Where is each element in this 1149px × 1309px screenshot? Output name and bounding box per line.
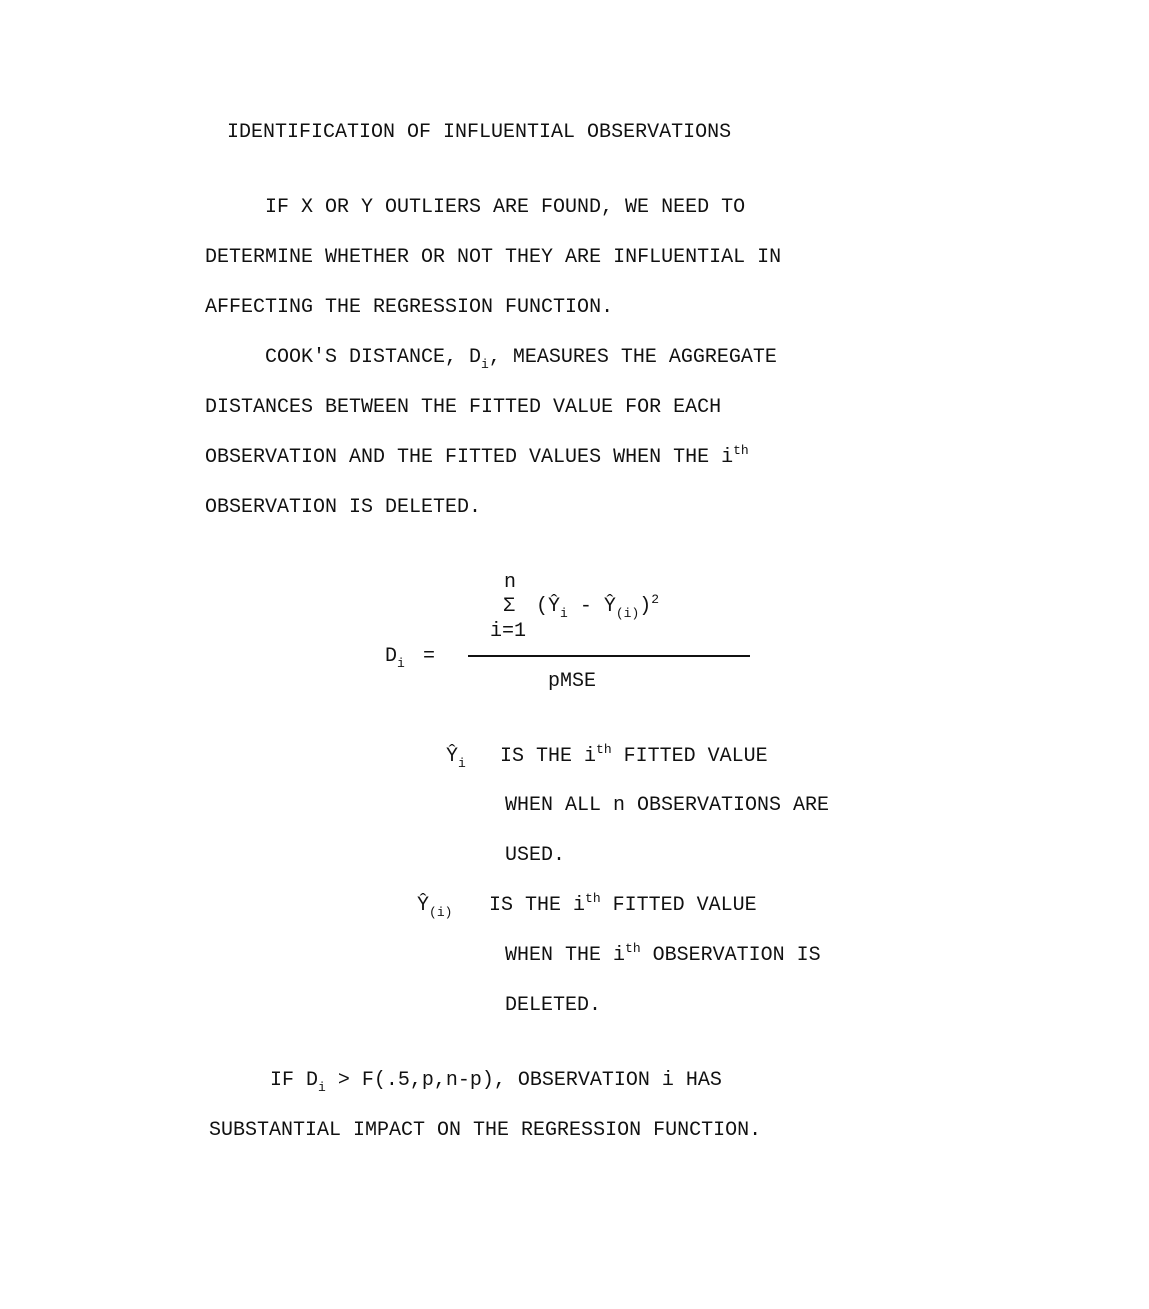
paragraph-2-line-4: OBSERVATION IS DELETED.: [205, 496, 482, 519]
sigma-symbol: Σ: [503, 595, 516, 618]
formula-numerator: ($Ŷ_i$ - $Ŷ_{(i)})^2$: [536, 592, 660, 621]
fraction-bar: [468, 655, 750, 657]
definition-1-line-1: IS THE $i^{th}$ FITTED VALUE: [500, 742, 768, 768]
paragraph-1-line-1: IF X OR Y OUTLIERS ARE FOUND, WE NEED TO: [265, 196, 746, 219]
definition-1-line-2: WHEN ALL n OBSERVATIONS ARE: [505, 794, 830, 817]
paragraph-1-line-3: AFFECTING THE REGRESSION FUNCTION.: [205, 296, 614, 319]
definition-2-line-1: IS THE $i^{th}$ FITTED VALUE: [489, 891, 757, 917]
sum-upper-limit: n: [504, 571, 517, 594]
definition-2-line-2: WHEN THE $i^{th}$ OBSERVATION IS: [505, 941, 821, 967]
sum-lower-limit: i=1: [490, 620, 527, 643]
definition-2-line-3: DELETED.: [505, 994, 602, 1017]
conclusion-line-2: SUBSTANTIAL IMPACT ON THE REGRESSION FUNCTION.: [209, 1119, 762, 1142]
conclusion-line-1: IF $D_i > F(.5,p,n-p)$, OBSERVATION i HAS: [270, 1069, 722, 1095]
formula-lhs: $D_i$: [385, 645, 405, 671]
page-title: IDENTIFICATION OF INFLUENTIAL OBSERVATIONS: [227, 121, 732, 144]
paragraph-2-line-2: DISTANCES BETWEEN THE FITTED VALUE FOR EACH: [205, 396, 722, 419]
paragraph-2-line-3: OBSERVATION AND THE FITTED VALUES WHEN THE $i^{th}$: [205, 443, 749, 469]
definition-1-line-3: USED.: [505, 844, 566, 867]
definition-2-symbol: $Ŷ_{(i)}$: [417, 894, 453, 920]
formula-denominator: pMSE: [548, 670, 597, 693]
definition-1-symbol: $Ŷ_i$: [446, 745, 466, 771]
paragraph-1-line-2: DETERMINE WHETHER OR NOT THEY ARE INFLUENTIAL IN: [205, 246, 782, 269]
paragraph-2-line-1: COOK'S DISTANCE, $D_i$, MEASURES THE AGGREGATE: [265, 346, 777, 372]
formula-equals: =: [423, 645, 436, 668]
